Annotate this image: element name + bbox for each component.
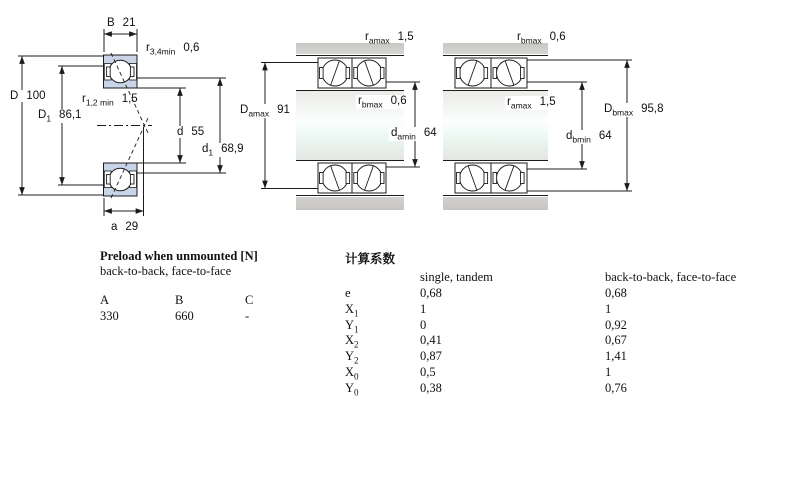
dim-label-damin: $d_{amin}$ 64	[391, 127, 437, 142]
factor-value: 0,5	[420, 364, 436, 379]
dim-label-dbmin: $d_{bmin}$ 64	[566, 130, 612, 145]
factor-value: 0,67	[605, 333, 627, 348]
factors-title: 计算系数	[345, 252, 396, 266]
bearing-pair-bottom	[318, 163, 386, 193]
dim-label-D1: $D_1$ 86,1	[38, 109, 82, 124]
factor-value: 0,92	[605, 317, 627, 332]
factor-value: 1	[605, 301, 612, 316]
factor-label: e	[345, 286, 351, 300]
factor-value: 0,38	[420, 380, 442, 395]
factor-label: $X_0$	[345, 364, 359, 382]
factor-label: $Y_2$	[345, 349, 359, 366]
preload-header-c: C	[245, 293, 254, 307]
preload-title: Preload when unmounted [N]	[100, 249, 258, 263]
factor-label: $X_1$	[345, 301, 359, 319]
factor-label: $Y_1$	[345, 317, 359, 335]
dim-label-r34: $r_{3,4min}$ 0,6	[146, 42, 200, 57]
dim-label-rbmax-right: $r_{bmax}$ 0,6	[517, 31, 566, 46]
preload-value-c: -	[245, 308, 250, 323]
factor-value: 0,68	[605, 286, 627, 300]
bearing-pair-top	[318, 58, 386, 88]
preload-table	[100, 293, 305, 324]
dim-label-d: d 55	[177, 126, 205, 138]
dim-label-r12: $r_{1,2 min}$ 1,5	[82, 93, 138, 108]
bearing-pair-bottom	[455, 163, 527, 193]
bearing-pair-top	[455, 58, 527, 88]
factor-label: $Y_0$	[345, 380, 359, 398]
factors-col1-header: single, tandem	[420, 270, 493, 284]
factor-value: 0	[420, 317, 427, 332]
factors-table	[345, 286, 745, 397]
factor-value: 1	[420, 301, 427, 316]
dim-label-ramax-right: $r_{amax}$ 1,5	[507, 96, 556, 111]
dim-label-B: B 21	[107, 17, 136, 29]
preload-header-a: A	[100, 293, 110, 307]
preload-value-b: 660	[175, 308, 194, 323]
preload-value-a: 330	[100, 308, 119, 323]
factors-col2-header: back-to-back, face-to-face	[605, 270, 737, 284]
dim-label-Dbmax: $D_{bmax}$ 95,8	[604, 103, 664, 118]
preload-header-b: B	[175, 293, 184, 307]
bearing-section-bottom	[104, 163, 138, 196]
dim-label-a: a 29	[111, 221, 139, 233]
dim-label-D: D 100	[10, 90, 46, 102]
dim-label-d1: $d_1$ 68,9	[202, 143, 244, 158]
factor-value: 0,87	[420, 349, 442, 364]
right-figure	[443, 43, 632, 210]
bearing-section-top	[104, 55, 138, 88]
factor-value: 0,68	[420, 286, 442, 300]
factor-label: $X_2$	[345, 333, 359, 350]
dim-label-rbmax-mid: $r_{bmax}$ 0,6	[358, 95, 407, 110]
dim-label-ramax-mid: $r_{amax}$ 1,5	[365, 31, 414, 46]
dim-label-Damax: $D_{amax}$ 91	[240, 104, 290, 119]
factor-value: 1	[605, 364, 612, 379]
preload-subtitle: back-to-back, face-to-face	[100, 264, 232, 278]
factor-value: 0,76	[605, 380, 627, 395]
factor-value: 1,41	[605, 349, 627, 364]
factor-value: 0,41	[420, 333, 442, 348]
